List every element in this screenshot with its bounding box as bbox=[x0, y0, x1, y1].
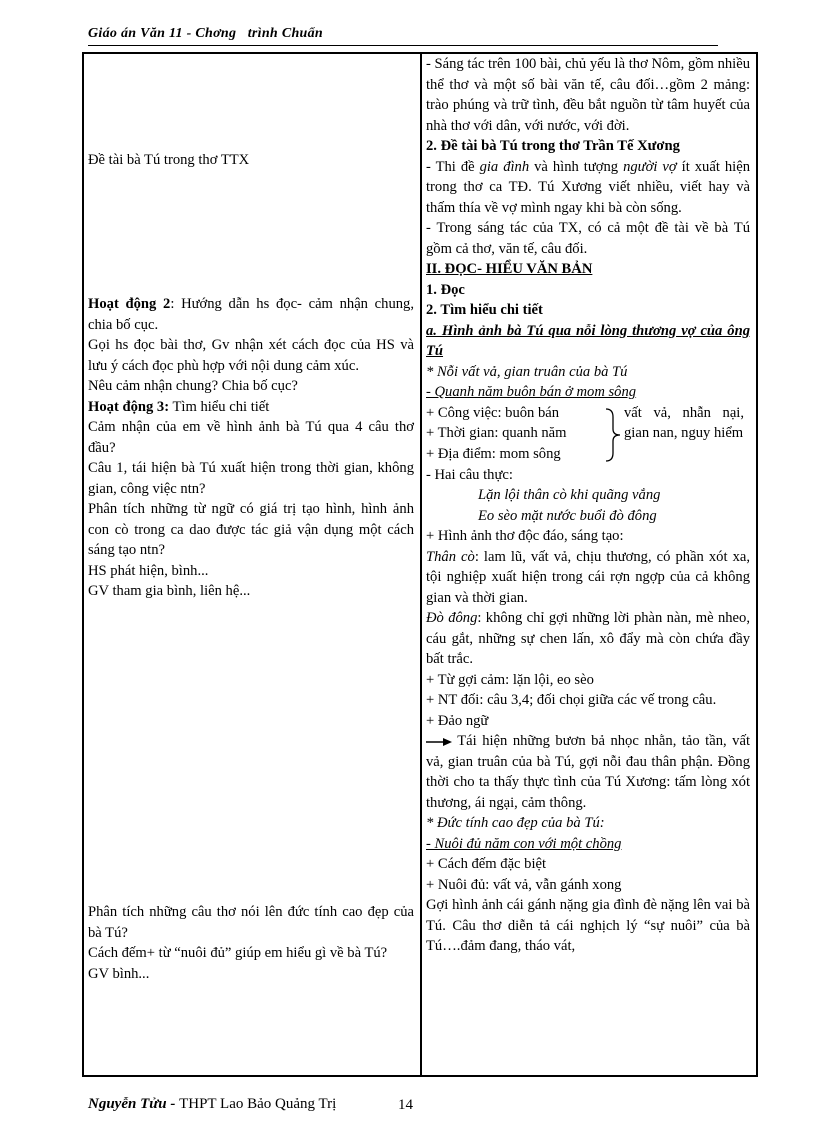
right-paragraph: - Trong sáng tác của TX, có cả một đề tài về bà Tú gồm cả thơ, văn tế, câu đối. bbox=[426, 220, 750, 257]
brace-list bbox=[426, 403, 750, 465]
poem-line: - Nuôi đủ năm con với một chồng bbox=[426, 835, 622, 852]
brace-left bbox=[426, 403, 606, 465]
text-run: - Thi đề bbox=[426, 158, 480, 175]
activity-2-label: Hoạt động 2 bbox=[88, 296, 171, 312]
right-paragraph: + Từ gợi cảm: lặn lội, eo sèo bbox=[426, 671, 594, 688]
right-paragraph: + Hình ảnh thơ độc đáo, sáng tạo: bbox=[426, 528, 624, 544]
right-paragraph bbox=[426, 547, 750, 609]
activity-3-label: Hoạt động 3: bbox=[88, 398, 170, 415]
text-run: : lam lũ, vất vả, chịu thương, có phần xót xa, tội nghiệp xuất hiện trong cái rợn ngợp của cả không gian và thời gian. bbox=[426, 548, 750, 606]
left-paragraph: Cách đếm+ từ “nuôi đủ” giúp em hiểu gì về bà Tú? bbox=[88, 945, 388, 961]
arrow-right-icon bbox=[426, 737, 452, 747]
text-run: : không chỉ gợi những lời phàn nàn, mè nheo, cáu gắt, những sự chen lấn, xô đẩy mà còn chứa đầy bất trắc. bbox=[426, 610, 750, 667]
left-paragraph: Phân tích những câu thơ nói lên đức tính cao đẹp của bà Tú? bbox=[88, 904, 414, 941]
right-paragraph bbox=[426, 608, 750, 670]
left-paragraph: Nêu cảm nhận chung? Chia bố cục? bbox=[88, 378, 298, 394]
activity-2-text: : Hướng dẫn hs đọc- cảm nhận chung, chia bố cục. bbox=[88, 296, 414, 333]
activity-3 bbox=[88, 397, 414, 418]
page-number: 14 bbox=[398, 1097, 413, 1113]
left-paragraph: Câu 1, tái hiện bà Tú xuất hiện trong thời gian, không gian, công việc ntn? bbox=[88, 460, 414, 497]
right-paragraph bbox=[426, 157, 750, 219]
right-paragraph: + Cách đếm đặc biệt bbox=[426, 856, 547, 872]
right-paragraph: - Sáng tác trên 100 bài, chủ yếu là thơ Nôm, gồm nhiều thể thơ và một số bài văn tế, câu đối…gồm 2 mảng: trào phúng và trữ tình, đều bắt nguồn từ tâm huyết của nhà thơ với dân, với nước, với đời. bbox=[426, 56, 750, 134]
footer-school: THPT Lao Bảo Quảng Trị bbox=[179, 1096, 337, 1112]
right-paragraph bbox=[426, 731, 750, 813]
subsection-heading: 2. Tìm hiểu chi tiết bbox=[426, 302, 543, 318]
header-rule bbox=[88, 45, 718, 46]
footer-author: Nguyễn Tửu - bbox=[88, 1096, 180, 1112]
point-heading: * Nỗi vất vả, gian truân của bà Tú bbox=[426, 363, 628, 380]
section-heading: 2. Đề tài bà Tú trong thơ Trần Tế Xương bbox=[426, 138, 680, 154]
text-run: ít xuất hiện trong thơ ca TĐ. Tú Xương viết nhiều, viết hay và thấm thía về vợ mình ngay khi bà còn sống. bbox=[426, 158, 750, 216]
text-run: Đò đông bbox=[426, 610, 478, 626]
left-paragraph: Cảm nhận của em về hình ảnh bà Tú qua 4 câu thơ đầu? bbox=[88, 419, 414, 456]
page-footer bbox=[88, 1096, 336, 1113]
brace-result: vất vả, nhẫn nại, gian nan, nguy hiểm bbox=[624, 404, 744, 441]
poem-line: Eo sèo mặt nước buổi đò đông bbox=[478, 507, 657, 524]
poem-line: Lặn lội thân cò khi quãng vắng bbox=[478, 487, 661, 503]
curly-brace-icon bbox=[604, 407, 622, 463]
text-run: gia đình bbox=[479, 158, 530, 175]
page-header: Giáo án Văn 11 - Chơng trình Chuẩn bbox=[88, 26, 324, 41]
right-paragraph: + NT đối: câu 3,4; đối chọi giữa các vế trong câu. bbox=[426, 692, 717, 708]
right-paragraph: + Nuôi đủ: vất vả, vẫn gánh xong bbox=[426, 876, 622, 893]
text-run: Thân cò bbox=[426, 548, 475, 565]
text-run: và hình tượng bbox=[529, 158, 624, 175]
text-run: Tái hiện những bươn bả nhọc nhằn, tảo tần, vất vả, gian truân của bà Tú, gợi nỗi đau thân phận. Đồng thời cho ta thấy thực tình của Tú Xương: tấm lòng xót thương, ái ngại, cảm thông. bbox=[426, 733, 750, 811]
activity-2 bbox=[88, 294, 414, 335]
left-column-virtues bbox=[88, 902, 414, 984]
column-divider bbox=[420, 52, 422, 1075]
left-column bbox=[88, 150, 414, 171]
poem-line: - Quanh năm buôn bán ở mom sông bbox=[426, 384, 637, 400]
topic-heading: a. Hình ảnh bà Tú qua nỗi lòng thương vợ của ông Tú bbox=[426, 322, 750, 359]
left-paragraph: GV tham gia bình, liên hệ... bbox=[88, 583, 251, 599]
point-heading: * Đức tính cao đẹp của bà Tú: bbox=[426, 815, 605, 831]
left-column-activities bbox=[88, 294, 414, 602]
activity-3-text: Tìm hiểu chi tiết bbox=[169, 398, 270, 415]
subsection-heading: 1. Đọc bbox=[426, 281, 465, 298]
list-item: + Thời gian: quanh năm bbox=[426, 425, 567, 441]
part-heading: II. ĐỌC- HIỂU VĂN BẢN bbox=[426, 261, 593, 277]
list-item: + Địa điểm: mom sông bbox=[426, 445, 561, 462]
text-run: người vợ bbox=[623, 158, 677, 175]
topic-text: Đề tài bà Tú trong thơ TTX bbox=[88, 152, 250, 168]
left-paragraph: Gọi hs đọc bài thơ, Gv nhận xét cách đọc của HS và lưu ý cách đọc phù hợp với nội dung cảm xúc. bbox=[88, 337, 414, 374]
left-paragraph: GV bình... bbox=[88, 965, 150, 982]
right-column bbox=[426, 54, 750, 957]
left-paragraph: Phân tích những từ ngữ có giá trị tạo hình, hình ảnh con cò trong ca dao được tác giả vận dụng một cách sáng tạo ntn? bbox=[88, 501, 414, 558]
left-paragraph: HS phát hiện, bình... bbox=[88, 562, 209, 579]
right-paragraph: - Hai câu thực: bbox=[426, 466, 513, 483]
right-paragraph: Gợi hình ảnh cái gánh nặng gia đình đè nặng lên vai bà Tú. Câu thơ diễn tả cái nghịch lý “sự nuôi” của bà Tú….đảm đang, tháo vát, bbox=[426, 897, 750, 954]
right-paragraph: + Đảo ngữ bbox=[426, 712, 489, 729]
list-item: + Công việc: buôn bán bbox=[426, 404, 560, 421]
